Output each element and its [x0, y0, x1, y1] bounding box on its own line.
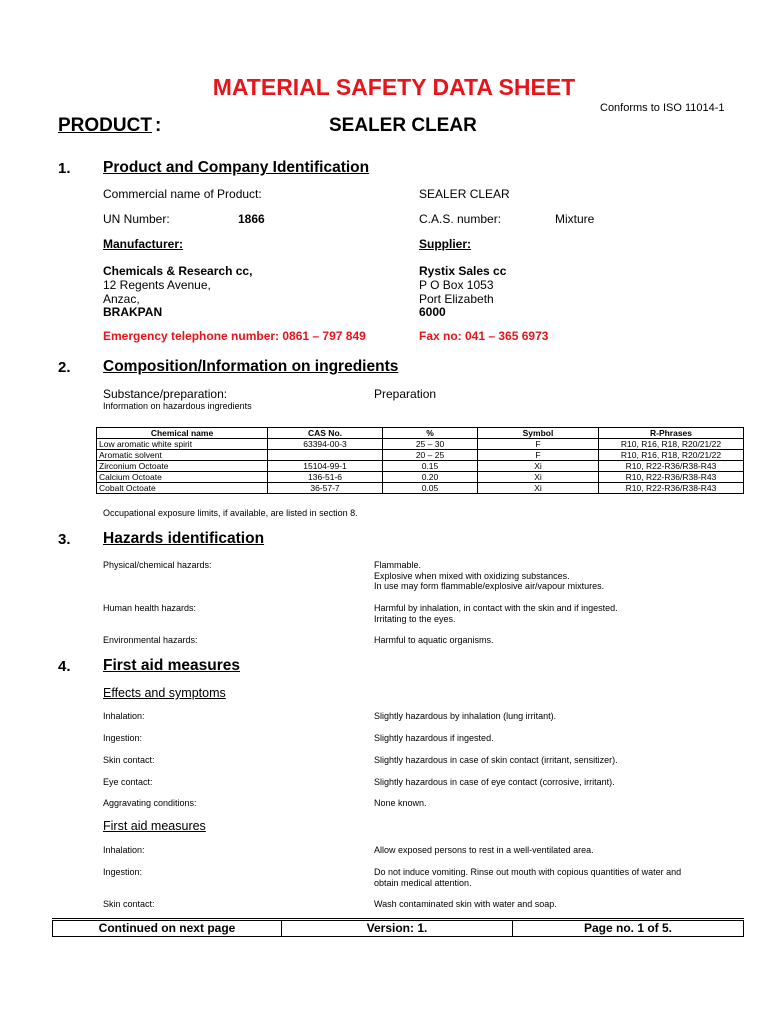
table-cell: Xi	[478, 483, 599, 494]
column-header: R-Phrases	[599, 428, 744, 439]
footer-divider	[52, 918, 744, 919]
section-3-number: 3.	[58, 531, 71, 548]
supplier-line: Rystix Sales cc	[419, 264, 507, 278]
substance-label: Substance/preparation:	[103, 387, 228, 401]
hazardous-info-note: Information on hazardous ingredients	[103, 401, 252, 411]
document-title: MATERIAL SAFETY DATA SHEET	[212, 74, 576, 100]
column-header: %	[383, 428, 478, 439]
table-row	[97, 461, 744, 472]
un-number-value: 1866	[238, 212, 265, 226]
column-header: Chemical name	[97, 428, 268, 439]
table-cell: Aromatic solvent	[97, 450, 268, 461]
health-hazard-line: Harmful by inhalation, in contact with the skin and if ingested.	[374, 603, 618, 613]
table-cell: 0.20	[383, 472, 478, 483]
physical-hazard-line: Flammable.	[374, 560, 422, 570]
commercial-name-label: Commercial name of Product:	[103, 187, 262, 201]
substance-value: Preparation	[374, 387, 437, 401]
manufacturer-line: 12 Regents Avenue,	[103, 278, 211, 292]
emergency-phone: Emergency telephone number: 0861 – 797 849	[103, 329, 366, 343]
table-row	[97, 450, 744, 461]
continued-note: Continued on next page	[53, 921, 282, 937]
table-cell: R10, R22-R36/R38-R43	[599, 483, 744, 494]
table-cell: Calcium Octoate	[97, 472, 268, 483]
version-label: Version: 1.	[282, 921, 513, 937]
effect-value: Slightly hazardous in case of eye contact (corrosive, irritant).	[374, 777, 615, 787]
first-aid-value: Allow exposed persons to rest in a well-ventilated area.	[374, 845, 594, 855]
table-row	[97, 483, 744, 494]
column-header: Symbol	[478, 428, 599, 439]
table-cell: 0.05	[383, 483, 478, 494]
section-2-number: 2.	[58, 359, 71, 376]
table-cell: 20 – 25	[383, 450, 478, 461]
table-cell: Zirconium Octoate	[97, 461, 268, 472]
first-aid-label: Inhalation:	[103, 845, 145, 855]
table-cell: 25 – 30	[383, 439, 478, 450]
effect-value: Slightly hazardous in case of skin contact (irritant, sensitizer).	[374, 755, 618, 765]
table-cell: F	[478, 450, 599, 461]
table-cell: 63394-00-3	[268, 439, 383, 450]
commercial-name-value: SEALER CLEAR	[419, 187, 510, 201]
section-1-title: Product and Company Identification	[103, 159, 370, 176]
cas-number-value: Mixture	[555, 212, 595, 226]
cas-number-label: C.A.S. number:	[419, 212, 502, 226]
table-cell	[268, 450, 383, 461]
table-cell: Cobalt Octoate	[97, 483, 268, 494]
table-cell: 15104-99-1	[268, 461, 383, 472]
effect-label: Skin contact:	[103, 755, 155, 765]
table-cell: R10, R22-R36/R38-R43	[599, 472, 744, 483]
environmental-hazard-value: Harmful to aquatic organisms.	[374, 635, 494, 645]
table-cell: 36-57-7	[268, 483, 383, 494]
effect-value: None known.	[374, 798, 427, 808]
physical-hazard-line: Explosive when mixed with oxidizing substances.	[374, 571, 570, 581]
section-1-number: 1.	[58, 160, 71, 177]
effect-label: Inhalation:	[103, 711, 145, 721]
page-footer	[52, 920, 744, 937]
table-cell: R10, R16, R18, R20/21/22	[599, 450, 744, 461]
table-cell: F	[478, 439, 599, 450]
supplier-label: Supplier:	[419, 237, 472, 251]
exposure-limits-note: Occupational exposure limits, if available, are listed in section 8.	[103, 508, 358, 518]
first-aid-value-continued: obtain medical attention.	[374, 878, 472, 888]
first-aid-value: Do not induce vomiting. Rinse out mouth with copious quantities of water and	[374, 867, 682, 877]
health-hazard-line: Irritating to the eyes.	[374, 614, 456, 624]
table-cell: R10, R16, R18, R20/21/22	[599, 439, 744, 450]
first-aid-value: Wash contaminated skin with water and soap.	[374, 899, 557, 909]
manufacturer-label: Manufacturer:	[103, 237, 184, 251]
product-colon: :	[155, 115, 162, 136]
product-name: SEALER CLEAR	[329, 115, 477, 136]
conforms-note: Conforms to ISO 11014-1	[600, 102, 725, 114]
table-cell: 0.15	[383, 461, 478, 472]
table-cell: Low aromatic white spirit	[97, 439, 268, 450]
section-4-title: First aid measures	[103, 657, 240, 674]
environmental-hazards-label: Environmental hazards:	[103, 635, 198, 645]
supplier-line: 6000	[419, 305, 446, 319]
fax-number: Fax no: 041 – 365 6973	[419, 329, 549, 343]
first-aid-label: Skin contact:	[103, 899, 155, 909]
section-4-number: 4.	[58, 658, 71, 675]
section-2-title: Composition/Information on ingredients	[103, 358, 399, 375]
physical-hazard-line: In use may form flammable/explosive air/vapour mixtures.	[374, 581, 605, 591]
manufacturer-line: Anzac,	[103, 292, 140, 306]
product-label: PRODUCT	[58, 115, 152, 136]
table-row	[97, 472, 744, 483]
section-3-title: Hazards identification	[103, 530, 265, 547]
supplier-line: Port Elizabeth	[419, 292, 494, 306]
ingredients-table	[96, 427, 744, 494]
effect-value: Slightly hazardous if ingested.	[374, 733, 494, 743]
un-number-label: UN Number:	[103, 212, 170, 226]
table-row	[97, 439, 744, 450]
effect-value: Slightly hazardous by inhalation (lung irritant).	[374, 711, 557, 721]
table-cell: Xi	[478, 472, 599, 483]
effects-subheading: Effects and symptoms	[103, 686, 226, 700]
manufacturer-line: BRAKPAN	[103, 305, 163, 319]
physical-hazards-label: Physical/chemical hazards:	[103, 560, 212, 570]
effect-label: Ingestion:	[103, 733, 143, 743]
column-header: CAS No.	[268, 428, 383, 439]
page-number: Page no. 1 of 5.	[513, 921, 744, 937]
manufacturer-line: Chemicals & Research cc,	[103, 264, 253, 278]
table-cell: R10, R22-R36/R38-R43	[599, 461, 744, 472]
effect-label: Eye contact:	[103, 777, 153, 787]
table-header-row	[97, 428, 744, 439]
supplier-line: P O Box 1053	[419, 278, 494, 292]
effect-label: Aggravating conditions:	[103, 798, 197, 808]
table-cell: Xi	[478, 461, 599, 472]
table-cell: 136-51-6	[268, 472, 383, 483]
first-aid-subheading: First aid measures	[103, 819, 206, 833]
health-hazards-label: Human health hazards:	[103, 603, 197, 613]
first-aid-label: Ingestion:	[103, 867, 143, 877]
